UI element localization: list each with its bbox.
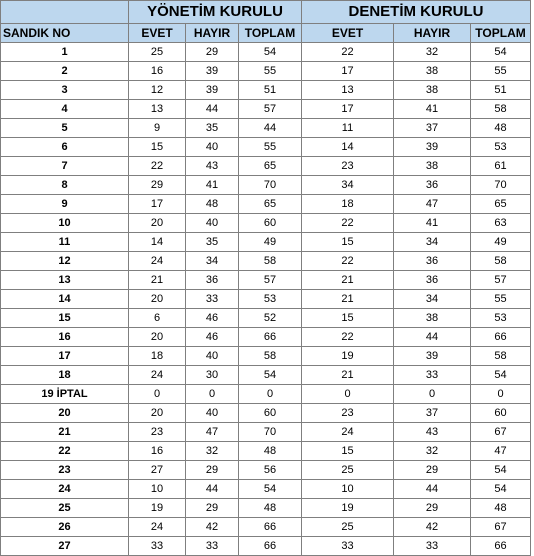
yonetim-hayir-cell[interactable]: 33 xyxy=(186,290,239,309)
sandik-no-cell[interactable]: 23 xyxy=(1,461,129,480)
denetim-hayir-cell[interactable]: 33 xyxy=(394,537,471,556)
yonetim-hayir-cell[interactable]: 48 xyxy=(186,195,239,214)
yonetim-toplam-cell[interactable]: 58 xyxy=(239,252,302,271)
denetim-hayir-cell[interactable]: 38 xyxy=(394,309,471,328)
denetim-evet-cell[interactable]: 10 xyxy=(302,480,394,499)
sandik-no-cell[interactable]: 21 xyxy=(1,423,129,442)
yonetim-toplam-cell[interactable]: 57 xyxy=(239,271,302,290)
denetim-toplam-cell[interactable]: 53 xyxy=(471,138,531,157)
sandik-no-cell[interactable]: 9 xyxy=(1,195,129,214)
yonetim-hayir-cell[interactable]: 35 xyxy=(186,119,239,138)
yonetim-hayir-cell[interactable]: 46 xyxy=(186,328,239,347)
table-row xyxy=(1,81,531,100)
yonetim-toplam-cell[interactable]: 44 xyxy=(239,119,302,138)
yonetim-toplam-cell[interactable]: 52 xyxy=(239,309,302,328)
yonetim-toplam-cell[interactable]: 48 xyxy=(239,499,302,518)
denetim-toplam-cell[interactable]: 55 xyxy=(471,62,531,81)
sandik-no-cell[interactable]: 6 xyxy=(1,138,129,157)
table-row xyxy=(1,461,531,480)
denetim-hayir-cell[interactable]: 36 xyxy=(394,176,471,195)
table-row xyxy=(1,328,531,347)
yonetim-hayir-cell[interactable]: 42 xyxy=(186,518,239,537)
yonetim-toplam-cell[interactable]: 66 xyxy=(239,537,302,556)
yonetim-hayir-cell[interactable]: 40 xyxy=(186,404,239,423)
denetim-hayir-cell[interactable]: 34 xyxy=(394,290,471,309)
yonetim-toplam-cell[interactable]: 66 xyxy=(239,518,302,537)
table-row xyxy=(1,366,531,385)
yonetim-hayir-cell[interactable]: 0 xyxy=(186,385,239,404)
denetim-toplam-cell[interactable]: 65 xyxy=(471,195,531,214)
sandik-no-cell[interactable]: 2 xyxy=(1,62,129,81)
denetim-hayir-cell[interactable]: 44 xyxy=(394,480,471,499)
header-yonetim-hayir[interactable]: HAYIR xyxy=(186,24,239,43)
sandik-no-cell[interactable]: 27 xyxy=(1,537,129,556)
denetim-toplam-cell[interactable]: 47 xyxy=(471,442,531,461)
table-row xyxy=(1,442,531,461)
denetim-toplam-cell[interactable]: 53 xyxy=(471,309,531,328)
yonetim-evet-cell[interactable]: 29 xyxy=(129,176,186,195)
table-row xyxy=(1,290,531,309)
table-row xyxy=(1,100,531,119)
denetim-hayir-cell[interactable]: 44 xyxy=(394,328,471,347)
header-row xyxy=(1,24,531,43)
header-yonetim-evet[interactable]: EVET xyxy=(129,24,186,43)
denetim-hayir-cell[interactable]: 38 xyxy=(394,62,471,81)
yonetim-hayir-cell[interactable]: 47 xyxy=(186,423,239,442)
yonetim-hayir-cell[interactable]: 34 xyxy=(186,252,239,271)
denetim-hayir-cell[interactable]: 41 xyxy=(394,100,471,119)
yonetim-hayir-cell[interactable]: 39 xyxy=(186,81,239,100)
yonetim-evet-cell[interactable]: 24 xyxy=(129,366,186,385)
denetim-evet-cell[interactable]: 23 xyxy=(302,404,394,423)
yonetim-toplam-cell[interactable]: 65 xyxy=(239,195,302,214)
sandik-no-cell[interactable]: 10 xyxy=(1,214,129,233)
denetim-evet-cell[interactable]: 19 xyxy=(302,347,394,366)
denetim-toplam-cell[interactable]: 54 xyxy=(471,461,531,480)
table-row xyxy=(1,347,531,366)
denetim-hayir-cell[interactable]: 29 xyxy=(394,461,471,480)
denetim-evet-cell[interactable]: 18 xyxy=(302,195,394,214)
denetim-evet-cell[interactable]: 19 xyxy=(302,499,394,518)
yonetim-hayir-cell[interactable]: 29 xyxy=(186,499,239,518)
yonetim-hayir-cell[interactable]: 40 xyxy=(186,138,239,157)
denetim-hayir-cell[interactable]: 0 xyxy=(394,385,471,404)
yonetim-evet-cell[interactable]: 20 xyxy=(129,328,186,347)
yonetim-toplam-cell[interactable]: 49 xyxy=(239,233,302,252)
denetim-evet-cell[interactable]: 22 xyxy=(302,328,394,347)
yonetim-hayir-cell[interactable]: 43 xyxy=(186,157,239,176)
yonetim-toplam-cell[interactable]: 70 xyxy=(239,423,302,442)
sandik-no-cell[interactable]: 20 xyxy=(1,404,129,423)
yonetim-evet-cell[interactable]: 9 xyxy=(129,119,186,138)
yonetim-evet-cell[interactable]: 13 xyxy=(129,100,186,119)
sandik-no-cell[interactable]: 16 xyxy=(1,328,129,347)
denetim-hayir-cell[interactable]: 36 xyxy=(394,252,471,271)
denetim-evet-cell[interactable]: 25 xyxy=(302,461,394,480)
sandik-no-cell[interactable]: 8 xyxy=(1,176,129,195)
yonetim-toplam-cell[interactable]: 60 xyxy=(239,404,302,423)
denetim-toplam-cell[interactable]: 48 xyxy=(471,499,531,518)
denetim-toplam-cell[interactable]: 63 xyxy=(471,214,531,233)
denetim-evet-cell[interactable]: 14 xyxy=(302,138,394,157)
denetim-toplam-cell[interactable]: 54 xyxy=(471,43,531,62)
table-row xyxy=(1,480,531,499)
yonetim-hayir-cell[interactable]: 46 xyxy=(186,309,239,328)
denetim-evet-cell[interactable]: 34 xyxy=(302,176,394,195)
denetim-evet-cell[interactable]: 17 xyxy=(302,100,394,119)
yonetim-hayir-cell[interactable]: 41 xyxy=(186,176,239,195)
denetim-evet-cell[interactable]: 11 xyxy=(302,119,394,138)
sandik-no-cell[interactable]: 4 xyxy=(1,100,129,119)
denetim-toplam-cell[interactable]: 55 xyxy=(471,290,531,309)
yonetim-evet-cell[interactable]: 10 xyxy=(129,480,186,499)
header-denetim-evet[interactable]: EVET xyxy=(302,24,394,43)
sandik-no-cell[interactable]: 25 xyxy=(1,499,129,518)
yonetim-toplam-cell[interactable]: 0 xyxy=(239,385,302,404)
title-blank-cell[interactable] xyxy=(1,1,129,24)
yonetim-evet-cell[interactable]: 20 xyxy=(129,214,186,233)
yonetim-toplam-cell[interactable]: 48 xyxy=(239,442,302,461)
denetim-evet-cell[interactable]: 23 xyxy=(302,157,394,176)
sandik-no-cell[interactable]: 26 xyxy=(1,518,129,537)
denetim-hayir-cell[interactable]: 43 xyxy=(394,423,471,442)
yonetim-hayir-cell[interactable]: 44 xyxy=(186,100,239,119)
yonetim-hayir-cell[interactable]: 40 xyxy=(186,347,239,366)
yonetim-hayir-cell[interactable]: 36 xyxy=(186,271,239,290)
yonetim-evet-cell[interactable]: 25 xyxy=(129,43,186,62)
yonetim-hayir-cell[interactable]: 29 xyxy=(186,461,239,480)
yonetim-kurulu-title[interactable]: YÖNETİM KURULU xyxy=(129,1,302,24)
denetim-evet-cell[interactable]: 21 xyxy=(302,366,394,385)
yonetim-toplam-cell[interactable]: 57 xyxy=(239,100,302,119)
denetim-toplam-cell[interactable]: 67 xyxy=(471,518,531,537)
sandik-no-cell[interactable]: 14 xyxy=(1,290,129,309)
denetim-evet-cell[interactable]: 33 xyxy=(302,537,394,556)
denetim-hayir-cell[interactable]: 47 xyxy=(394,195,471,214)
denetim-toplam-cell[interactable]: 54 xyxy=(471,366,531,385)
sandik-no-cell[interactable]: 22 xyxy=(1,442,129,461)
yonetim-evet-cell[interactable]: 15 xyxy=(129,138,186,157)
denetim-evet-cell[interactable]: 24 xyxy=(302,423,394,442)
yonetim-evet-cell[interactable]: 6 xyxy=(129,309,186,328)
title-row xyxy=(1,1,531,24)
yonetim-evet-cell[interactable]: 12 xyxy=(129,81,186,100)
sandik-no-cell[interactable]: 17 xyxy=(1,347,129,366)
denetim-toplam-cell[interactable]: 66 xyxy=(471,328,531,347)
sandik-no-cell[interactable]: 3 xyxy=(1,81,129,100)
table-row xyxy=(1,119,531,138)
sandik-no-cell[interactable]: 1 xyxy=(1,43,129,62)
sandik-no-cell[interactable]: 13 xyxy=(1,271,129,290)
header-yonetim-toplam[interactable]: TOPLAM xyxy=(239,24,302,43)
yonetim-evet-cell[interactable]: 14 xyxy=(129,233,186,252)
denetim-toplam-cell[interactable]: 0 xyxy=(471,385,531,404)
denetim-evet-cell[interactable]: 15 xyxy=(302,233,394,252)
denetim-toplam-cell[interactable]: 58 xyxy=(471,252,531,271)
sandik-no-cell[interactable]: 19 İPTAL xyxy=(1,385,129,404)
yonetim-hayir-cell[interactable]: 44 xyxy=(186,480,239,499)
denetim-toplam-cell[interactable]: 51 xyxy=(471,81,531,100)
table-row xyxy=(1,385,531,404)
table-row xyxy=(1,404,531,423)
table-row xyxy=(1,233,531,252)
yonetim-toplam-cell[interactable]: 54 xyxy=(239,480,302,499)
denetim-hayir-cell[interactable]: 39 xyxy=(394,138,471,157)
sandik-no-cell[interactable]: 15 xyxy=(1,309,129,328)
yonetim-hayir-cell[interactable]: 32 xyxy=(186,442,239,461)
denetim-evet-cell[interactable]: 22 xyxy=(302,252,394,271)
table-row xyxy=(1,423,531,442)
denetim-toplam-cell[interactable]: 57 xyxy=(471,271,531,290)
yonetim-evet-cell[interactable]: 16 xyxy=(129,62,186,81)
denetim-hayir-cell[interactable]: 34 xyxy=(394,233,471,252)
yonetim-toplam-cell[interactable]: 55 xyxy=(239,138,302,157)
yonetim-evet-cell[interactable]: 0 xyxy=(129,385,186,404)
yonetim-evet-cell[interactable]: 19 xyxy=(129,499,186,518)
denetim-hayir-cell[interactable]: 42 xyxy=(394,518,471,537)
yonetim-evet-cell[interactable]: 24 xyxy=(129,518,186,537)
denetim-evet-cell[interactable]: 22 xyxy=(302,43,394,62)
yonetim-toplam-cell[interactable]: 66 xyxy=(239,328,302,347)
sandik-no-cell[interactable]: 5 xyxy=(1,119,129,138)
denetim-hayir-cell[interactable]: 39 xyxy=(394,347,471,366)
denetim-toplam-cell[interactable]: 54 xyxy=(471,480,531,499)
header-denetim-toplam[interactable]: TOPLAM xyxy=(471,24,531,43)
denetim-evet-cell[interactable]: 15 xyxy=(302,442,394,461)
yonetim-toplam-cell[interactable]: 53 xyxy=(239,290,302,309)
table-row xyxy=(1,43,531,62)
denetim-kurulu-title[interactable]: DENETİM KURULU xyxy=(302,1,531,24)
yonetim-toplam-cell[interactable]: 55 xyxy=(239,62,302,81)
denetim-hayir-cell[interactable]: 36 xyxy=(394,271,471,290)
denetim-evet-cell[interactable]: 22 xyxy=(302,214,394,233)
yonetim-evet-cell[interactable]: 20 xyxy=(129,290,186,309)
denetim-hayir-cell[interactable]: 38 xyxy=(394,81,471,100)
sandik-no-cell[interactable]: 18 xyxy=(1,366,129,385)
header-denetim-hayir[interactable]: HAYIR xyxy=(394,24,471,43)
denetim-hayir-cell[interactable]: 37 xyxy=(394,404,471,423)
table-row xyxy=(1,518,531,537)
denetim-hayir-cell[interactable]: 38 xyxy=(394,157,471,176)
yonetim-evet-cell[interactable]: 17 xyxy=(129,195,186,214)
yonetim-evet-cell[interactable]: 21 xyxy=(129,271,186,290)
denetim-toplam-cell[interactable]: 61 xyxy=(471,157,531,176)
denetim-evet-cell[interactable]: 13 xyxy=(302,81,394,100)
yonetim-toplam-cell[interactable]: 54 xyxy=(239,366,302,385)
denetim-toplam-cell[interactable]: 66 xyxy=(471,537,531,556)
yonetim-hayir-cell[interactable]: 33 xyxy=(186,537,239,556)
denetim-hayir-cell[interactable]: 32 xyxy=(394,43,471,62)
sandik-no-cell[interactable]: 24 xyxy=(1,480,129,499)
denetim-hayir-cell[interactable]: 29 xyxy=(394,499,471,518)
denetim-evet-cell[interactable]: 17 xyxy=(302,62,394,81)
yonetim-hayir-cell[interactable]: 35 xyxy=(186,233,239,252)
yonetim-toplam-cell[interactable]: 70 xyxy=(239,176,302,195)
table-row xyxy=(1,195,531,214)
denetim-evet-cell[interactable]: 21 xyxy=(302,271,394,290)
table-row xyxy=(1,138,531,157)
denetim-hayir-cell[interactable]: 32 xyxy=(394,442,471,461)
denetim-hayir-cell[interactable]: 41 xyxy=(394,214,471,233)
sandik-no-cell[interactable]: 7 xyxy=(1,157,129,176)
yonetim-evet-cell[interactable]: 20 xyxy=(129,404,186,423)
denetim-hayir-cell[interactable]: 37 xyxy=(394,119,471,138)
table-row xyxy=(1,157,531,176)
table-row xyxy=(1,252,531,271)
denetim-evet-cell[interactable]: 21 xyxy=(302,290,394,309)
yonetim-toplam-cell[interactable]: 60 xyxy=(239,214,302,233)
yonetim-evet-cell[interactable]: 33 xyxy=(129,537,186,556)
table-row xyxy=(1,499,531,518)
denetim-toplam-cell[interactable]: 49 xyxy=(471,233,531,252)
denetim-toplam-cell[interactable]: 70 xyxy=(471,176,531,195)
yonetim-toplam-cell[interactable]: 58 xyxy=(239,347,302,366)
yonetim-evet-cell[interactable]: 27 xyxy=(129,461,186,480)
table-row xyxy=(1,309,531,328)
yonetim-evet-cell[interactable]: 24 xyxy=(129,252,186,271)
yonetim-toplam-cell[interactable]: 51 xyxy=(239,81,302,100)
denetim-toplam-cell[interactable]: 60 xyxy=(471,404,531,423)
yonetim-evet-cell[interactable]: 22 xyxy=(129,157,186,176)
denetim-toplam-cell[interactable]: 48 xyxy=(471,119,531,138)
yonetim-hayir-cell[interactable]: 40 xyxy=(186,214,239,233)
table-row xyxy=(1,62,531,81)
yonetim-hayir-cell[interactable]: 39 xyxy=(186,62,239,81)
table-row xyxy=(1,537,531,556)
table-row xyxy=(1,214,531,233)
table-row xyxy=(1,271,531,290)
denetim-hayir-cell[interactable]: 33 xyxy=(394,366,471,385)
yonetim-toplam-cell[interactable]: 54 xyxy=(239,43,302,62)
yonetim-hayir-cell[interactable]: 29 xyxy=(186,43,239,62)
yonetim-evet-cell[interactable]: 18 xyxy=(129,347,186,366)
table-row xyxy=(1,176,531,195)
sandik-no-cell[interactable]: 12 xyxy=(1,252,129,271)
denetim-toplam-cell[interactable]: 67 xyxy=(471,423,531,442)
yonetim-evet-cell[interactable]: 23 xyxy=(129,423,186,442)
denetim-evet-cell[interactable]: 15 xyxy=(302,309,394,328)
yonetim-toplam-cell[interactable]: 56 xyxy=(239,461,302,480)
denetim-toplam-cell[interactable]: 58 xyxy=(471,100,531,119)
yonetim-hayir-cell[interactable]: 30 xyxy=(186,366,239,385)
denetim-toplam-cell[interactable]: 58 xyxy=(471,347,531,366)
header-sandik-no[interactable]: SANDIK NO xyxy=(1,24,129,43)
sandik-no-cell[interactable]: 11 xyxy=(1,233,129,252)
denetim-evet-cell[interactable]: 0 xyxy=(302,385,394,404)
yonetim-toplam-cell[interactable]: 65 xyxy=(239,157,302,176)
denetim-evet-cell[interactable]: 25 xyxy=(302,518,394,537)
yonetim-evet-cell[interactable]: 16 xyxy=(129,442,186,461)
